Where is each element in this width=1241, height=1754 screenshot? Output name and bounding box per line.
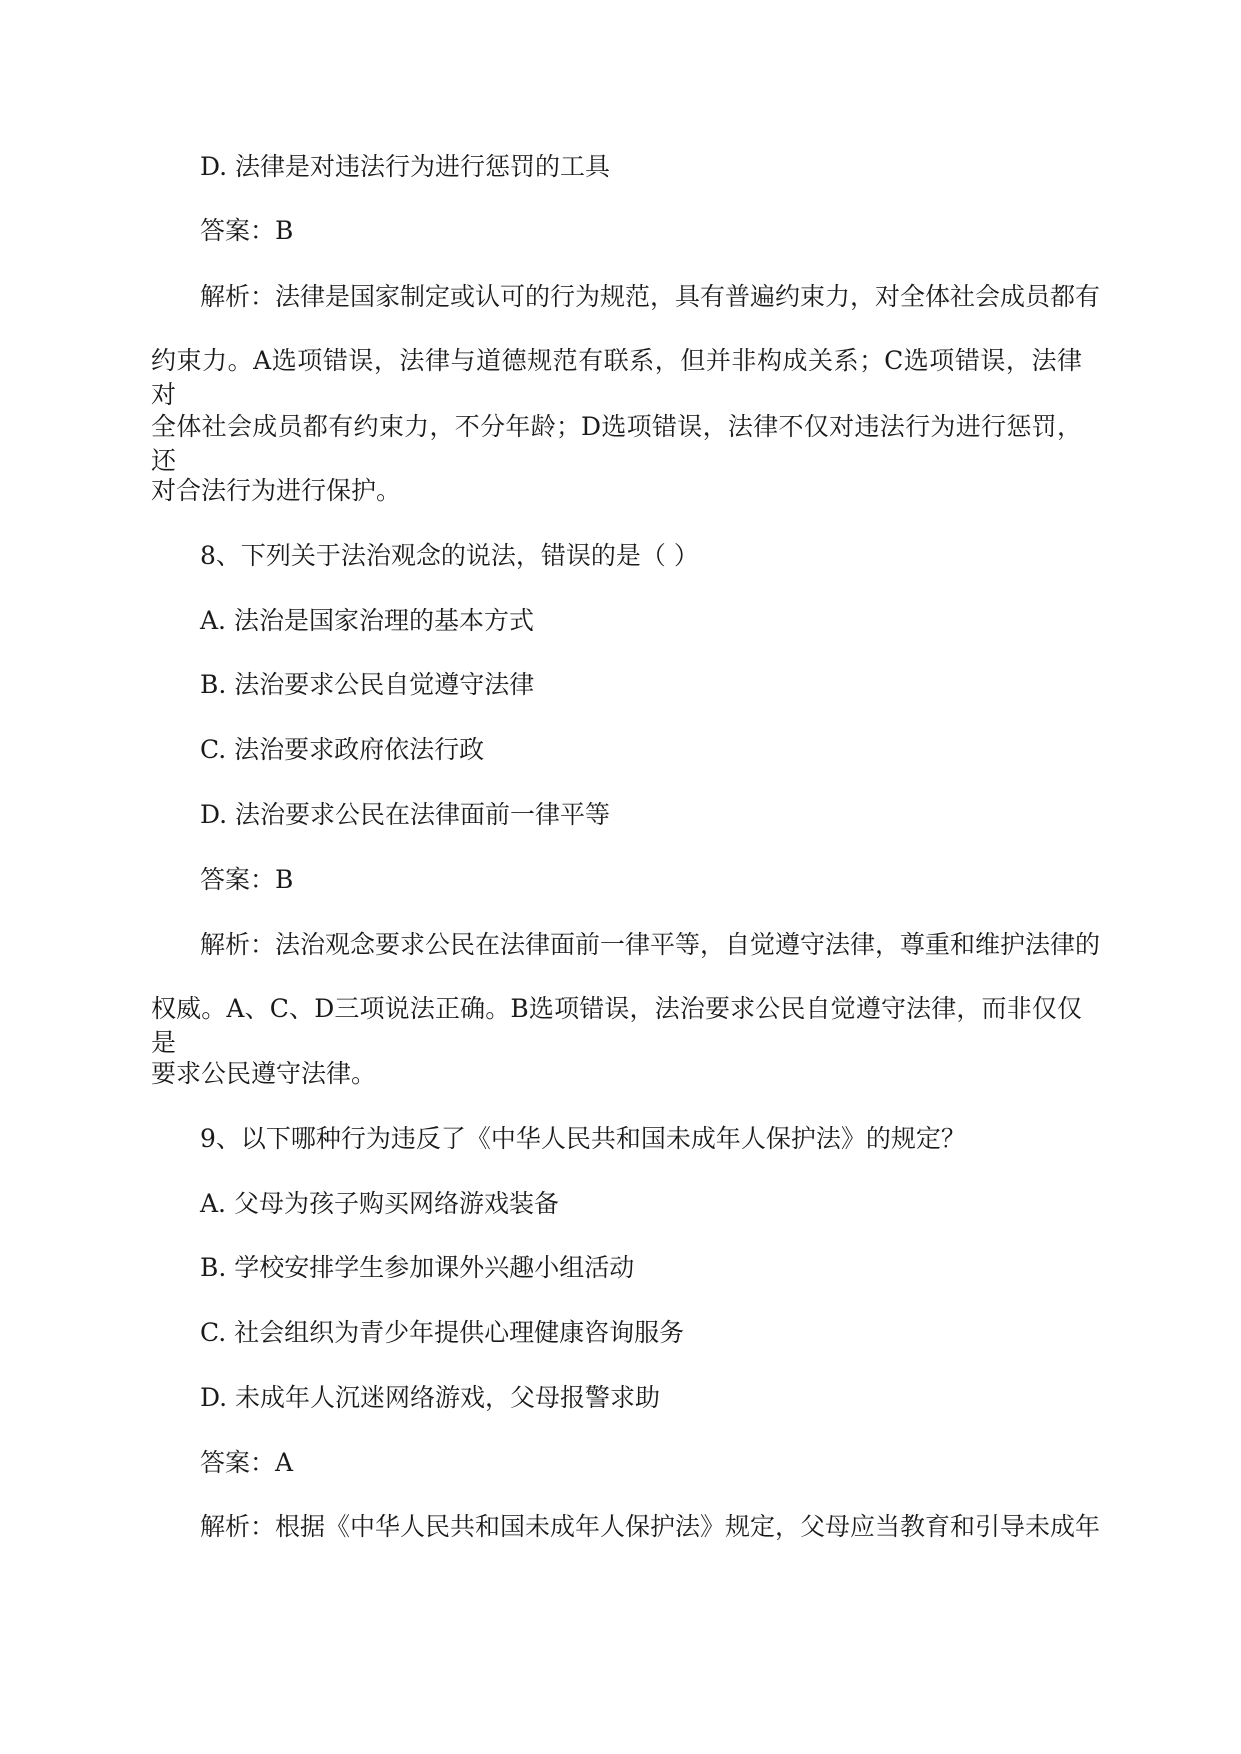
- q9-analysis-line-1: 解析：根据《中华人民共和国未成年人保护法》规定，父母应当教育和引导未成年: [200, 1512, 1101, 1541]
- q7-analysis-line-2: 约束力。A选项错误，法律与道德规范有联系，但并非构成关系；C选项错误，法律对: [151, 346, 1082, 409]
- q8-option-b: B. 法治要求公民自觉遵守法律: [200, 670, 535, 699]
- q7-analysis-line-3: 全体社会成员都有约束力，不分年龄；D选项错误，法律不仅对违法行为进行惩罚，还: [151, 412, 1082, 475]
- q8-analysis-line-1: 解析：法治观念要求公民在法律面前一律平等，自觉遵守法律，尊重和维护法律的: [200, 930, 1101, 959]
- q9-option-c: C. 社会组织为青少年提供心理健康咨询服务: [200, 1318, 685, 1347]
- q8-answer: 答案：B: [200, 865, 294, 894]
- q8-option-d: D. 法治要求公民在法律面前一律平等: [200, 800, 611, 829]
- q7-option-d: D. 法律是对违法行为进行惩罚的工具: [200, 152, 611, 181]
- q7-analysis-line-1: 解析：法律是国家制定或认可的行为规范，具有普遍约束力，对全体社会成员都有: [200, 282, 1101, 311]
- q9-option-a: A. 父母为孩子购买网络游戏装备: [200, 1189, 559, 1218]
- q8-analysis-line-2: 权威。A、C、D三项说法正确。B选项错误，法治要求公民自觉遵守法律，而非仅仅是: [151, 994, 1082, 1057]
- q9-option-b: B. 学校安排学生参加课外兴趣小组活动: [200, 1253, 635, 1282]
- q9-question: 9、以下哪种行为违反了《中华人民共和国未成年人保护法》的规定？: [200, 1124, 966, 1153]
- q8-question: 8、下列关于法治观念的说法，错误的是（ ）: [200, 541, 699, 570]
- q9-answer: 答案：A: [200, 1448, 294, 1477]
- q7-answer: 答案：B: [200, 216, 294, 245]
- q9-option-d: D. 未成年人沉迷网络游戏，父母报警求助: [200, 1383, 661, 1412]
- q8-analysis-line-3: 要求公民遵守法律。: [151, 1059, 377, 1088]
- q7-analysis-line-4: 对合法行为进行保护。: [151, 476, 402, 505]
- q8-option-c: C. 法治要求政府依法行政: [200, 735, 485, 764]
- q8-option-a: A. 法治是国家治理的基本方式: [200, 606, 534, 635]
